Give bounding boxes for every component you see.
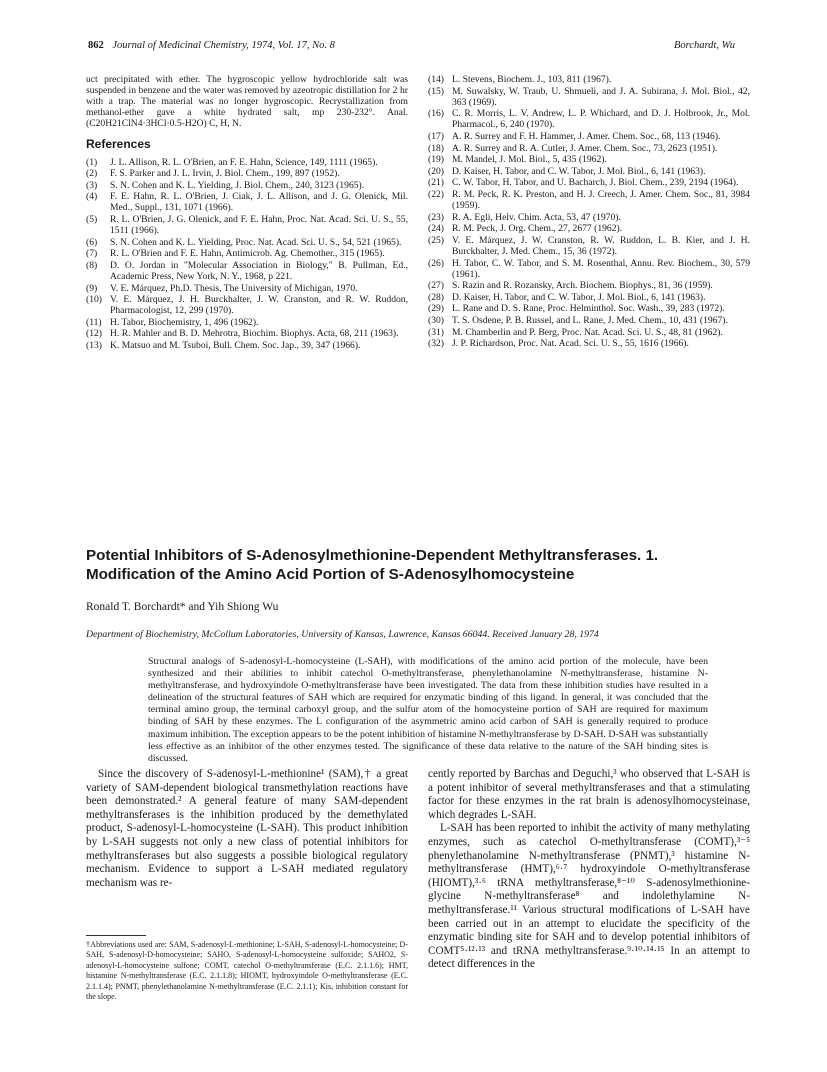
reference-item xyxy=(428,131,750,142)
reference-item xyxy=(428,303,750,314)
reference-text: R. M. Peck, R. K. Preston, and H. J. Creech, J. Amer. Chem. Soc., 81, 3984 (1959). xyxy=(452,188,750,212)
running-header xyxy=(88,40,335,51)
reference-number: (2) xyxy=(86,168,98,180)
reference-text: H. Tabor, C. W. Tabor, and S. M. Rosenthal, Annu. Rev. Biochem., 30, 579 (1961). xyxy=(452,257,750,280)
article-title: Potential Inhibitors of S-Adenosylmethionine-Dependent Methyltransferases. 1. Modification of the Amino Acid Portion of S-Adenosylhomocysteine xyxy=(86,547,659,583)
reference-text: V. E. Márquez, J. H. Burckhalter, J. W. Cranston, and R. W. Ruddon, Pharmacologist, 12, 299 (1970). xyxy=(110,294,408,317)
reference-item xyxy=(86,328,408,339)
reference-text: R. M. Peck, J. Org. Chem., 27, 2677 (1962). xyxy=(452,223,623,235)
reference-number: (3) xyxy=(86,179,98,191)
reference-text: J. P. Richardson, Proc. Nat. Acad. Sci. U. S., 55, 1616 (1966). xyxy=(452,338,689,350)
reference-number: (22) xyxy=(428,188,444,200)
reference-number: (31) xyxy=(428,326,444,338)
reference-text: J. L. Allison, R. L. O'Brien, an F. E. Hahn, Science, 149, 1111 (1965). xyxy=(110,156,378,168)
reference-text: K. Matsuo and M. Tsuboi, Bull. Chem. Soc. Jap., 39, 347 (1966). xyxy=(110,340,361,352)
top-right-column xyxy=(428,74,750,350)
body-right-column xyxy=(428,768,750,972)
reference-text: M. Mandel, J. Mol. Biol., 5, 435 (1962). xyxy=(452,154,607,166)
reference-item xyxy=(428,154,750,165)
reference-number: (6) xyxy=(86,236,98,248)
reference-number: (29) xyxy=(428,303,444,315)
reference-text: V. E. Márquez, Ph.D. Thesis, The University of Michigan, 1970. xyxy=(110,282,358,294)
reference-number: (21) xyxy=(428,177,444,189)
top-left-column xyxy=(86,74,408,352)
reference-number: (9) xyxy=(86,282,98,294)
article-abstract: Structural analogs of S-adenosyl-L-homocysteine (L-SAH), with modifications of the amino acid portion of the molecule, have been synthesized and their abilities to inhibit catechol O-methyltransferase, phenylethanolamine N-methyltransferase, histamine N-methyltransferase, and hydroxyindole O-methyltransferase have been investigated. The data from these inhibition studies have resulted in a delineation of the structural features of SAH which are required for enzymatic binding of this ligand. In general, it was concluded that the terminal amino group, the terminal carboxyl group, and the sulfur atom of the homocysteine portion of SAH are required for maximum binding of SAH by these enzymes. The L configuration of the asymmetric amino acid carbon of SAH is generally required to produce maximum inhibition. The exception appears to be the potent inhibition of histamine N-methyltransferase by D-SAH. D-SAH was substantially less effective as an inhibitor of the other enzymes tested. The significance of these data relative to the nature of the SAH binding sites is discussed. xyxy=(148,656,708,764)
reference-text: R. L. O'Brien and F. E. Hahn, Antimicrob. Ag. Chemother., 315 (1965). xyxy=(110,248,385,260)
reference-text: S. N. Cohen and K. L. Yielding, Proc. Nat. Acad. Sci. U. S., 54, 521 (1965). xyxy=(110,236,402,248)
body-paragraph: Since the discovery of S-adenosyl-L-methionine¹ (SAM),† a great variety of SAM-dependent biological transmethylation reactions have been demonstrated.² A general feature of many SAM-dependent methyltransferases is the inhibition produced by the demethylated product, S-adenosyl-L-homocysteine (L-SAH). This product inhibition by L-SAH suggests not only a new class of potential inhibitors for methyltransferases but also suggests a possible biological regulatory mechanism. Evidence to support a L-SAH mediated regulatory mechanism was re- xyxy=(86,768,408,889)
reference-number: (26) xyxy=(428,257,444,269)
reference-text: H. Tabor, Biochemistry, 1, 496 (1962). xyxy=(110,316,259,328)
reference-item xyxy=(428,74,750,85)
reference-number: (13) xyxy=(86,340,102,352)
reference-number: (28) xyxy=(428,291,444,303)
reference-item xyxy=(86,283,408,294)
article-affiliation: Department of Biochemistry, McCollum Laboratories, University of Kansas, Lawrence, Kansas 66044. Received January 28, 1974 xyxy=(86,629,599,640)
reference-item xyxy=(428,315,750,326)
reference-text: R. A. Egli, Helv. Chim. Acta, 53, 47 (1970). xyxy=(452,211,621,223)
reference-number: (17) xyxy=(428,130,444,142)
reference-text: R. L. O'Brien, J. G. Olenick, and F. E. Hahn, Proc. Nat. Acad. Sci. U. S., 55, 1511 (1966). xyxy=(110,214,408,237)
reference-text: A. R. Surrey and R. A. Cutler, J. Amer. Chem. Soc., 73, 2623 (1951). xyxy=(452,142,718,154)
reference-item xyxy=(86,248,408,259)
reference-item xyxy=(428,177,750,188)
reference-text: H. R. Mahler and B. D. Mehrotra, Biochim. Biophys. Acta, 68, 211 (1963). xyxy=(110,328,399,340)
reference-item xyxy=(428,189,750,211)
reference-item xyxy=(428,166,750,177)
reference-number: (20) xyxy=(428,165,444,177)
reference-number: (7) xyxy=(86,248,98,260)
reference-number: (18) xyxy=(428,142,444,154)
reference-number: (27) xyxy=(428,280,444,292)
reference-number: (14) xyxy=(428,74,444,85)
reference-text: M. Chamberlin and P. Berg, Proc. Nat. Acad. Sci. U. S., 48, 81 (1962). xyxy=(452,326,723,338)
article-authors: Ronald T. Borchardt* and Yih Shiong Wu xyxy=(86,601,279,613)
reference-text: T. S. Osdene, P. B. Russel, and L. Rane, J. Med. Chem., 10, 431 (1967). xyxy=(452,314,728,326)
running-head-authors: Borchardt, Wu xyxy=(673,40,735,51)
reference-item xyxy=(86,237,408,248)
reference-number: (25) xyxy=(428,234,444,246)
reference-text: M. Suwalsky, W. Traub, U. Shmueli, and J. A. Subirana, J. Mol. Biol., 42, 363 (1969). xyxy=(452,85,750,108)
reference-number: (5) xyxy=(86,214,98,226)
reference-item xyxy=(86,180,408,191)
reference-text: C. R. Morris, L. V. Andrew, L. P. Whichard, and D. J. Holbrook, Jr., Mol. Pharmacol., 6, 240 (1970). xyxy=(452,108,750,131)
reference-item xyxy=(428,258,750,280)
reference-number: (11) xyxy=(86,316,102,328)
reference-item xyxy=(428,143,750,154)
reference-number: (16) xyxy=(428,108,444,120)
reference-number: (8) xyxy=(86,259,98,271)
reference-number: (1) xyxy=(86,156,98,168)
reference-item xyxy=(86,214,408,236)
reference-number: (15) xyxy=(428,85,444,97)
reference-item xyxy=(428,292,750,303)
reference-item xyxy=(86,260,408,282)
reference-number: (32) xyxy=(428,338,444,350)
reference-text: S. Razin and R. Rozansky, Arch. Biochem. Biophys., 81, 36 (1959). xyxy=(452,280,713,292)
references-list-right xyxy=(428,74,750,349)
journal-citation: Journal of Medicinal Chemistry, 1974, Vol. 17, No. 8 xyxy=(112,40,335,51)
reference-item xyxy=(428,108,750,130)
references-heading: References xyxy=(86,137,151,152)
reference-item xyxy=(428,338,750,349)
reference-number: (23) xyxy=(428,211,444,223)
reference-number: (12) xyxy=(86,328,102,340)
reference-item xyxy=(428,86,750,108)
reference-number: (30) xyxy=(428,314,444,326)
reference-item xyxy=(86,294,408,316)
reference-item xyxy=(86,317,408,328)
reference-item xyxy=(86,191,408,213)
reference-item xyxy=(86,157,408,168)
reference-item xyxy=(428,235,750,257)
reference-item xyxy=(86,340,408,351)
reference-item xyxy=(428,223,750,234)
reference-item xyxy=(86,168,408,179)
reference-text: L. Stevens, Biochem. J., 103, 811 (1967). xyxy=(452,74,612,85)
body-paragraph: L-SAH has been reported to inhibit the activity of many methylating enzymes, such as catechol O-methyltransferase (COMT),³⁻⁵ phenylethanolamine N-methyltransferase (PNMT),³ histamine N-methyltransferase (HMT),⁶·⁷ hydroxyindole O-methyltransferase (HIOMT),³·⁶ tRNA methyltransferase,⁸⁻¹⁰ S-adenosylmethionine-glycine N-methyltransferase⁸ and indolethylamine N-methyltransferase.¹¹ Various structural modifications of L-SAH have been carried out in an attempt to elucidate the specificity of the enzymatic binding site for SAH and to develop potential inhibitors of COMT⁵·¹²·¹³ and tRNA methyltransferase.⁹·¹⁰·¹⁴·¹⁵ In an attempt to detect differences in the xyxy=(428,822,750,971)
reference-item xyxy=(428,212,750,223)
reference-text: D. Kaiser, H. Tabor, and C. W. Tabor, J. Mol. Biol., 6, 141 (1963). xyxy=(452,291,706,303)
reference-text: D. Kaiser, H. Tabor, and C. W. Tabor, J. Mol. Biol., 6, 141 (1963). xyxy=(452,165,706,177)
abbreviations-footnote: †Abbreviations used are: SAM, S-adenosyl-L-methionine; L-SAH, S-adenosyl-L-homocysteine; D-SAH, S-adenosyl-D-homocysteine; SAHO, S-adenosyl-L-homocysteine sulfoxide; SAHO2, S-adenosyl-L-homocysteine sulfone; COMT, catechol O-methyltransferase (E.C. 2.1.1.6); HMT, histamine N-methyltransferase (E.C. 2.1.1.8); HIOMT, hydroxyindole O-methyltransferase (E.C. 2.1.1.4); PNMT, phenylethanolamine N-methyltransferase (E.C. 2.1.1); Kis, inhibition constant for the slope. xyxy=(86,940,408,1002)
footnote-rule xyxy=(86,935,146,936)
page-number: 862 xyxy=(88,40,104,51)
reference-item xyxy=(428,280,750,291)
reference-number: (24) xyxy=(428,223,444,235)
reference-number: (19) xyxy=(428,154,444,166)
body-left-column xyxy=(86,768,408,890)
reference-text: L. Rane and D. S. Rane, Proc. Helminthol. Soc. Wash., 39, 283 (1972). xyxy=(452,303,725,315)
reference-text: D. O. Jordan in "Molecular Association in Biology," B. Pullman, Ed., Academic Press, New York, N. Y., 1968, p 221. xyxy=(110,259,408,282)
references-list-left xyxy=(86,157,408,352)
reference-item xyxy=(428,327,750,338)
reference-text: F. E. Hahn, R. L. O'Brien, J. Ciak, J. L. Allison, and J. G. Olenick, Mil. Med., Suppl., 131, 1071 (1966). xyxy=(110,191,408,214)
reference-number: (10) xyxy=(86,294,102,306)
reference-text: S. N. Cohen and K. L. Yielding, J. Biol. Chem., 240, 3123 (1965). xyxy=(110,179,365,191)
experimental-paragraph: uct precipitated with ether. The hygroscopic yellow hydrochloride salt was suspended in benzene and the water was removed by azeotropic distillation for 2 hr with a trap. The material was no longer hygroscopic. Recrystallization from methanol-ether gave a white hydrated salt, mp 230-232°. Anal. (C20H21ClN4·3HCl·0.5-H2O) C, H, N. xyxy=(86,74,408,130)
reference-number: (4) xyxy=(86,191,98,203)
reference-text: F. S. Parker and J. L. Irvin, J. Biol. Chem., 199, 897 (1952). xyxy=(110,168,340,180)
reference-text: V. E. Márquez, J. W. Cranston, R. W. Ruddon, L. B. Kier, and J. H. Burckhalter, J. Med. Chem., 15, 36 (1972). xyxy=(452,234,750,257)
reference-text: A. R. Surrey and F. H. Hammer, J. Amer. Chem. Soc., 68, 113 (1946). xyxy=(452,130,721,142)
reference-text: C. W. Tabor, H. Tabor, and U. Bacharch, J. Biol. Chem., 239, 2194 (1964). xyxy=(452,177,739,189)
body-paragraph: cently reported by Barchas and Deguchi,³ who observed that L-SAH is a potent inhibitor of several methyltransferases and that a stimulating factor for these enzymes in the rat brain is adenosylhomocysteinase, which degrades L-SAH. xyxy=(428,768,750,821)
